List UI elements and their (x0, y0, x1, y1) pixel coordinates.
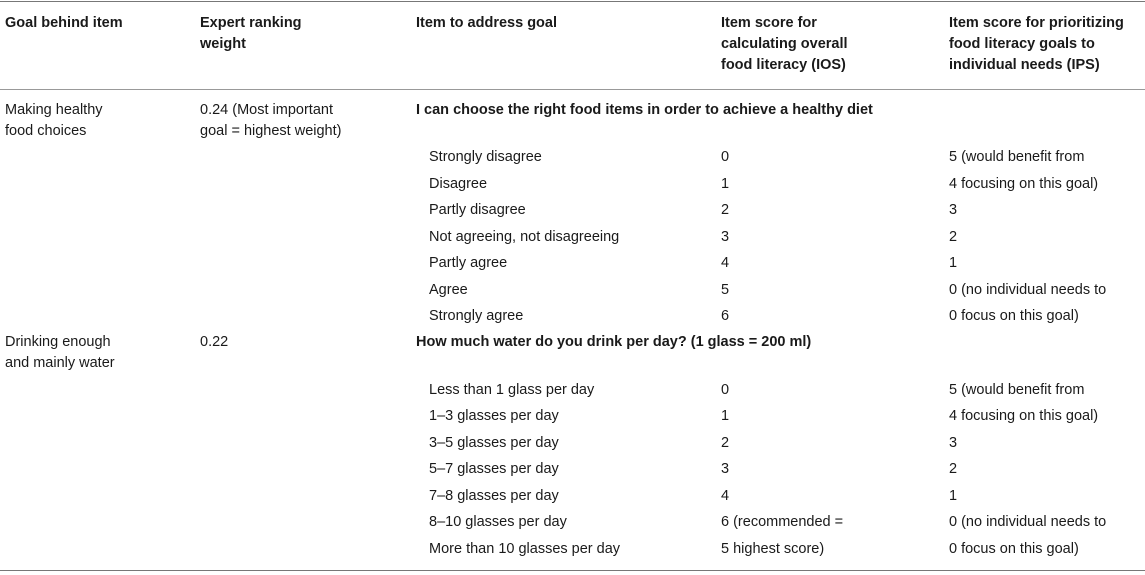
ios-score: 4 (721, 255, 730, 271)
ips-score: 1 (949, 488, 958, 504)
goal-cell (5, 100, 103, 142)
ios-score: 0 (721, 149, 730, 165)
answer-option: 5–7 glasses per day (429, 461, 559, 477)
table-bottom-rule (0, 570, 1145, 571)
goal-cell (5, 332, 115, 374)
ips-score: 4 focusing on this goal) (949, 176, 1099, 192)
header-ips (949, 13, 1124, 76)
header-item (416, 13, 557, 34)
ios-score: 6 (721, 308, 730, 324)
header-ips-line: individual needs (IPS) (949, 57, 1100, 73)
ios-score: 1 (721, 408, 730, 424)
ios-score: 6 (recommended = (721, 514, 844, 530)
header-ios (721, 13, 848, 76)
header-weight-line: weight (200, 36, 246, 52)
header-weight (200, 13, 302, 55)
ips-score: 4 focusing on this goal) (949, 408, 1099, 424)
header-goal-line: Goal behind item (5, 15, 123, 31)
ips-score: 2 (949, 229, 958, 245)
answer-option: Disagree (429, 176, 488, 192)
weight-line: 0.24 (Most important (200, 102, 333, 118)
ips-score: 2 (949, 461, 958, 477)
ios-score: 3 (721, 461, 730, 477)
weight-cell (200, 100, 341, 142)
answer-option: 1–3 glasses per day (429, 408, 559, 424)
goal-line: food choices (5, 123, 87, 139)
weight-cell (200, 332, 228, 353)
ios-score: 5 highest score) (721, 541, 825, 557)
ips-score: 1 (949, 255, 958, 271)
answer-option: Not agreeing, not disagreeing (429, 229, 620, 245)
header-ios-line: food literacy (IOS) (721, 57, 846, 73)
answer-option: Less than 1 glass per day (429, 382, 595, 398)
ips-score: 0 focus on this goal) (949, 308, 1079, 324)
ips-score: 0 (no individual needs to (949, 514, 1107, 530)
ips-score: 5 (would benefit from (949, 382, 1085, 398)
question-text: I can choose the right food items in order to achieve a healthy diet (416, 102, 873, 118)
ios-score: 1 (721, 176, 730, 192)
goal-line: Drinking enough (5, 334, 111, 350)
goal-line: and mainly water (5, 355, 115, 371)
answer-option: More than 10 glasses per day (429, 541, 621, 557)
ips-score: 0 focus on this goal) (949, 541, 1079, 557)
header-item-line: Item to address goal (416, 15, 558, 31)
header-ios-line: Item score for (721, 15, 817, 31)
ips-score: 3 (949, 202, 958, 218)
answer-option: Agree (429, 282, 468, 298)
weight-line: 0.22 (200, 334, 229, 350)
answer-option: Strongly agree (429, 308, 524, 324)
answer-option: Partly agree (429, 255, 508, 271)
answer-option: Partly disagree (429, 202, 526, 218)
answer-option: 7–8 glasses per day (429, 488, 559, 504)
header-ips-line: food literacy goals to (949, 36, 1095, 52)
question-text: How much water do you drink per day? (1 glass = 200 ml) (416, 334, 812, 350)
header-weight-line: Expert ranking (200, 15, 302, 31)
ips-score: 0 (no individual needs to (949, 282, 1107, 298)
header-ios-line: calculating overall (721, 36, 848, 52)
ios-score: 2 (721, 202, 730, 218)
ios-score: 2 (721, 435, 730, 451)
header-ips-line: Item score for prioritizing (949, 15, 1124, 31)
table-top-rule (0, 1, 1145, 2)
header-goal (5, 13, 123, 34)
ips-score: 5 (would benefit from (949, 149, 1085, 165)
answer-option: Strongly disagree (429, 149, 542, 165)
ips-score: 3 (949, 435, 958, 451)
ios-score: 4 (721, 488, 730, 504)
answer-option: 3–5 glasses per day (429, 435, 559, 451)
weight-line: goal = highest weight) (200, 123, 342, 139)
ios-score: 5 (721, 282, 730, 298)
ios-score: 0 (721, 382, 730, 398)
ios-score: 3 (721, 229, 730, 245)
header-divider (0, 89, 1145, 90)
answer-option: 8–10 glasses per day (429, 514, 567, 530)
goal-line: Making healthy (5, 102, 103, 118)
